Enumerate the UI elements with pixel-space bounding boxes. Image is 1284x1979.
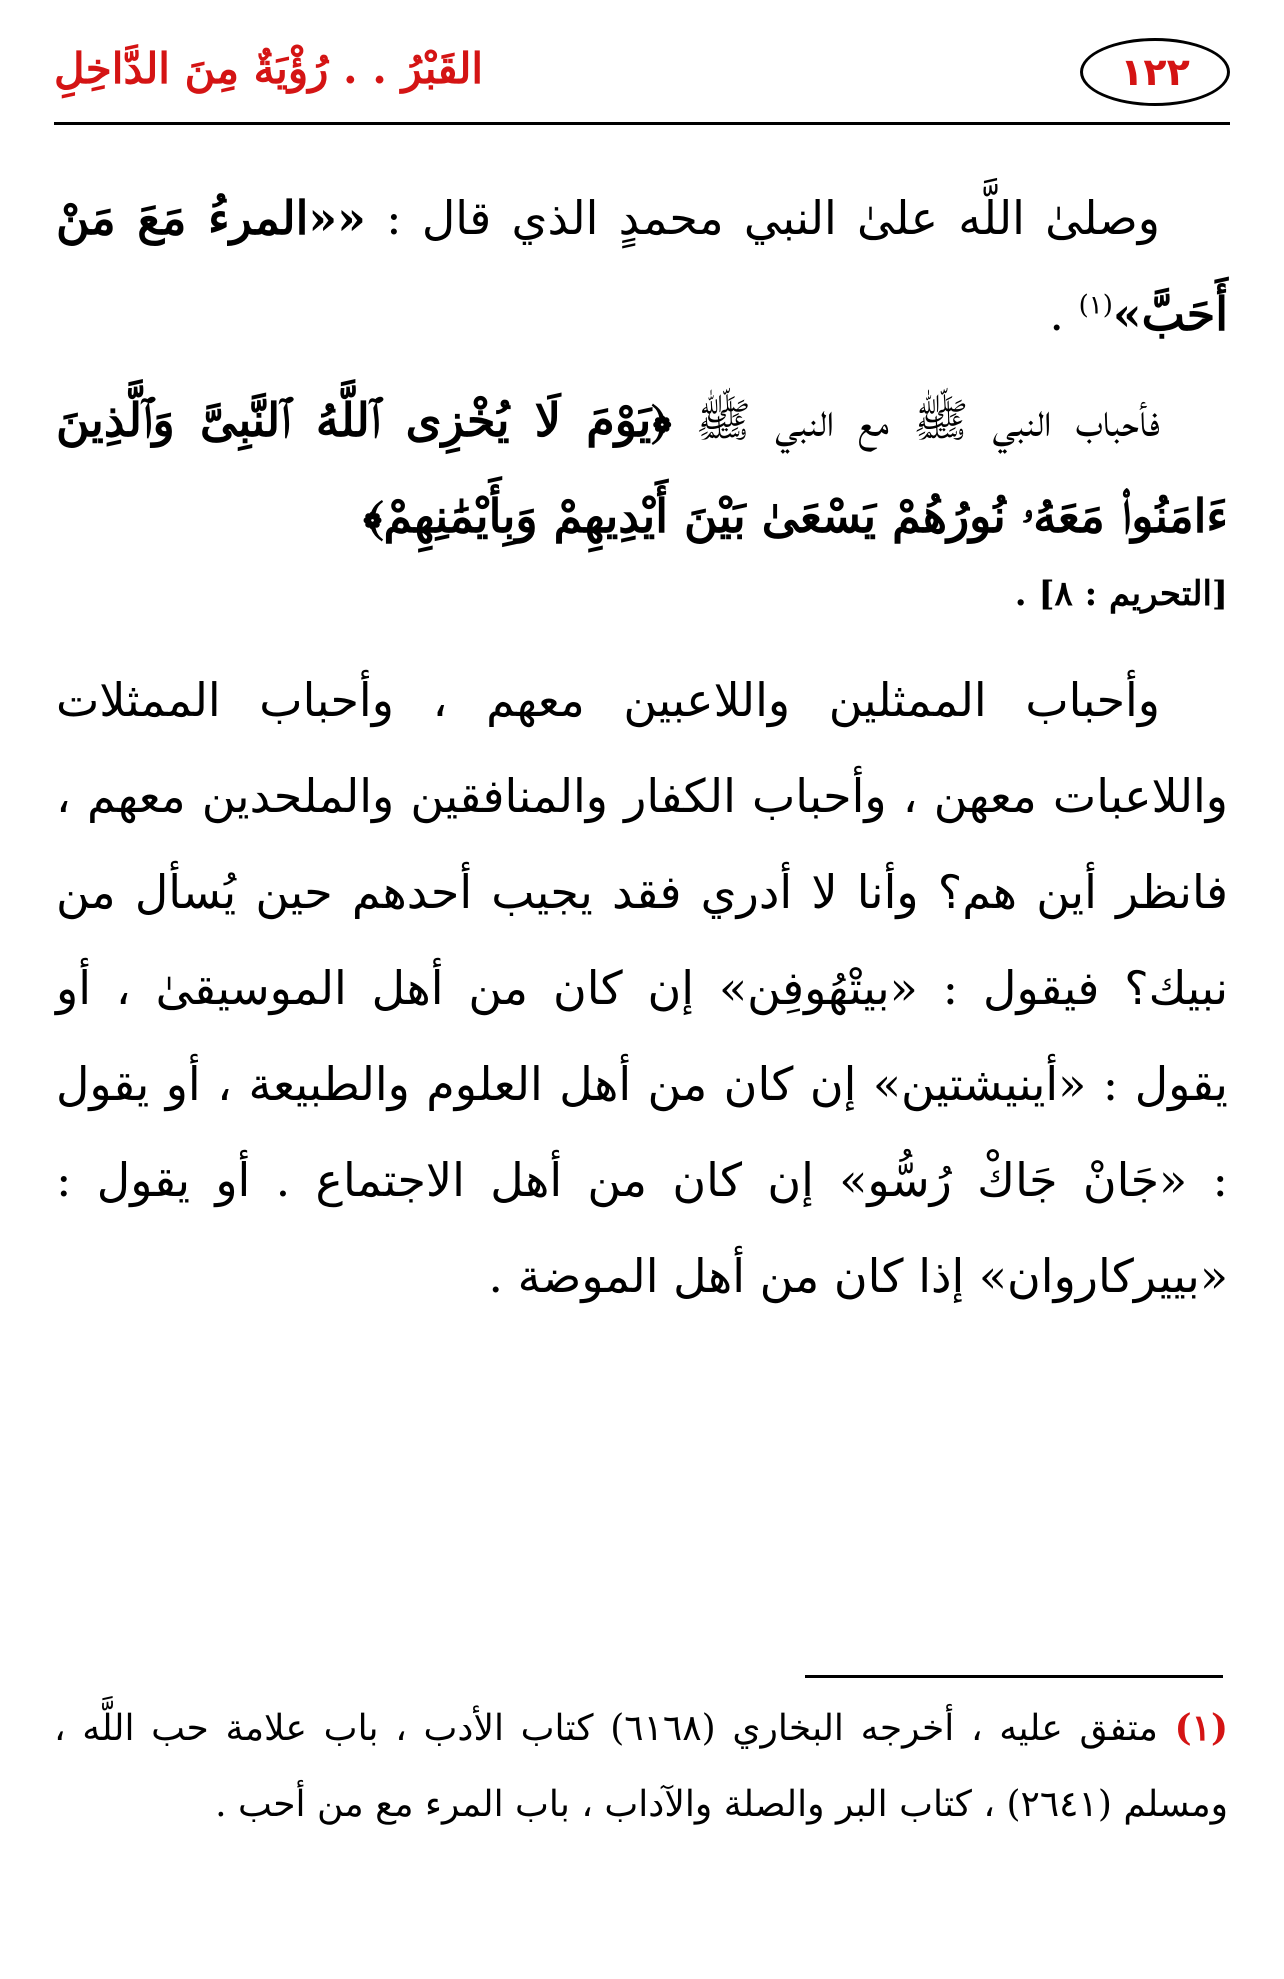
quran-verse: ﴿يَوْمَ لَا يُخْزِى ٱللَّهُ ٱلنَّبِىَّ وَٱلَّذِينَ ءَامَنُوا۟ مَعَهُۥ نُورُهُمْ يَسْعَىٰ بَيْنَ أَيْدِيهِمْ وَبِأَيْمَٰنِهِمْ﴾ [56,393,1228,543]
running-title: القَبْرُ . . رُؤْيَةٌ مِنَ الدَّاخِلِ [54,44,484,93]
paragraph-1-end: . [1049,287,1079,341]
paragraph-1-text: وصلىٰ اللَّه علىٰ النبي محمدٍ الذي قال : [365,191,1160,245]
footnote-1 [54,1690,1228,1843]
paragraph-3: وأحباب الممثلين واللاعبين معهم ، وأحباب الممثلات واللاعبات معهن ، وأحباب الكفار والمنافقين والملحدين معهم ، فانظر أين هم؟ وأنا لا أدري فقد يجيب أحدهم حين يُسأل من نبيك؟ فيقول : «بيتْهُوفِن» إن كان من أهل الموسيقىٰ ، أو يقول : «أينيشتين» إن كان من أهل العلوم والطبيعة ، أو يقول : «جَانْ جَاكْ رُسُّو» إن كان من أهل الاجتماع . أو يقول : «بييركاروان» إذا كان من أهل الموضة . [56,673,1228,1303]
footnote-divider [805,1675,1223,1678]
paragraph-1 [56,170,1228,362]
page-header [54,38,1230,124]
footnote-number: (١) [1174,1707,1228,1749]
paragraph-2 [56,372,1228,564]
paragraph-2-text: فأحباب النبي ﷺ مع النبي ﷺ [671,393,1161,447]
main-text [56,170,1228,1324]
footnote-reference: (١) [1078,290,1113,321]
page-number: ١٢٢ [1080,38,1230,106]
footnotes [54,1690,1228,1843]
header-divider [54,122,1230,125]
hadith-quote: ««المرءُ مَعَ مَنْ أَحَبَّ» [56,191,1228,341]
footnote-text: متفق عليه ، أخرجه البخاري (٦١٦٨) كتاب الأدب ، باب علامة حب اللَّه ، ومسلم (٢٦٤١) ، كتاب البر والصلة والآداب ، باب المرء مع من أحب . [54,1708,1228,1825]
surah-citation: [التحريم : ٨] . [1014,574,1228,614]
